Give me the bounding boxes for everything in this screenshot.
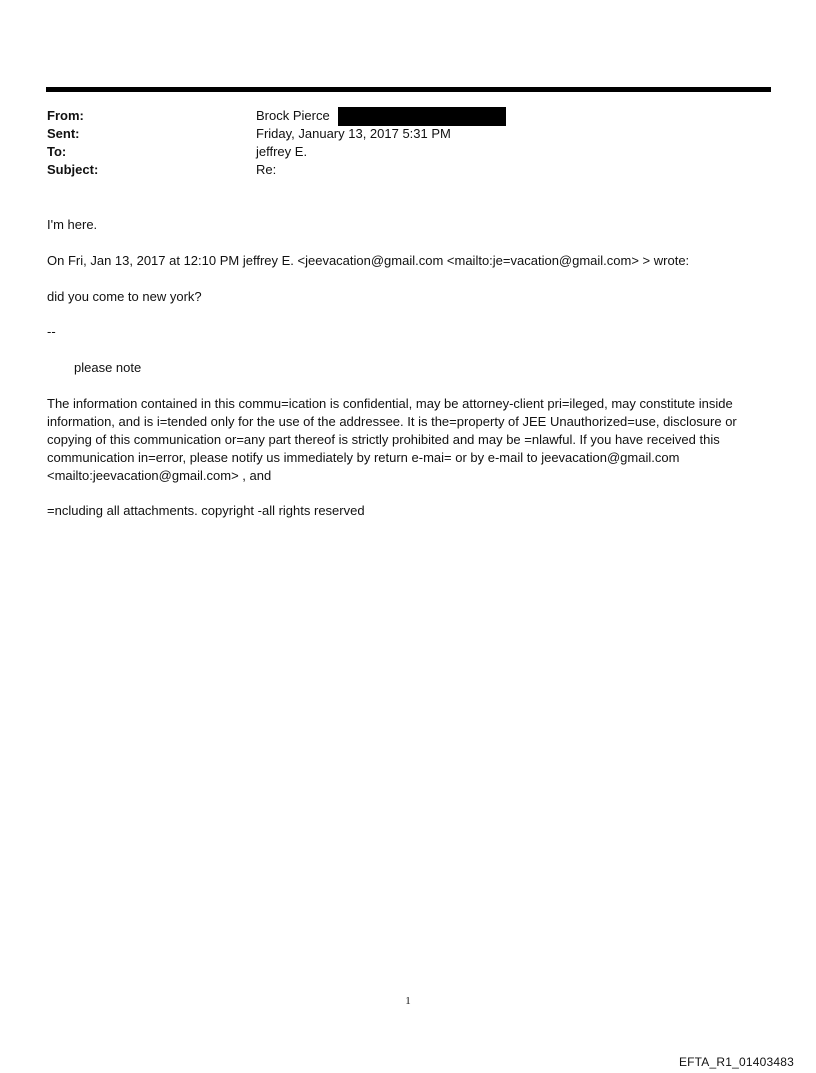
to-value: jeffrey E. — [256, 144, 308, 159]
email-header — [47, 107, 767, 179]
bates-number: EFTA_R1_01403483 — [678, 1055, 794, 1069]
please-note: please note — [74, 360, 142, 375]
header-divider — [46, 87, 771, 92]
redaction-block — [338, 107, 506, 126]
subject-value: Re: — [256, 162, 277, 177]
confidentiality-disclaimer: The information contained in this commu=ication is confidential, may be attorney-client pri=ileged, may constitute inside information, and is i=tended only for the use of the addressee. It is the=property of JEE Unauthorized=use, disclosure or copying of this communication or=any part thereof is strictly prohibited and may be =nlawful. If you have received this communication in=error, please notify us immediately by return e-mai= or by e-mail to jeevacation@gmail.com <mailto:jeevacation@gmail.com> , and — [47, 396, 737, 483]
sender-name: Brock Pierce — [256, 108, 330, 123]
from-row — [47, 107, 767, 125]
quoted-question: did you come to new york? — [47, 289, 202, 304]
reply-text: I'm here. — [47, 217, 98, 232]
from-label: From: — [47, 108, 84, 123]
quote-intro: On Fri, Jan 13, 2017 at 12:10 PM jeffrey E. <jeevacation@gmail.com <mailto:je=vacation@gmail.com> > wrote: — [47, 253, 690, 268]
page-number: 1 — [405, 995, 411, 1007]
from-value — [256, 107, 506, 125]
to-row — [47, 143, 767, 161]
sent-row — [47, 125, 767, 143]
signature-separator: -- — [47, 324, 56, 339]
subject-label: Subject: — [47, 162, 99, 177]
attachments-notice: =ncluding all attachments. copyright -all rights reserved — [47, 503, 365, 518]
subject-row — [47, 161, 767, 179]
to-label: To: — [47, 144, 67, 159]
sent-label: Sent: — [47, 126, 80, 141]
sent-value: Friday, January 13, 2017 5:31 PM — [256, 126, 451, 141]
